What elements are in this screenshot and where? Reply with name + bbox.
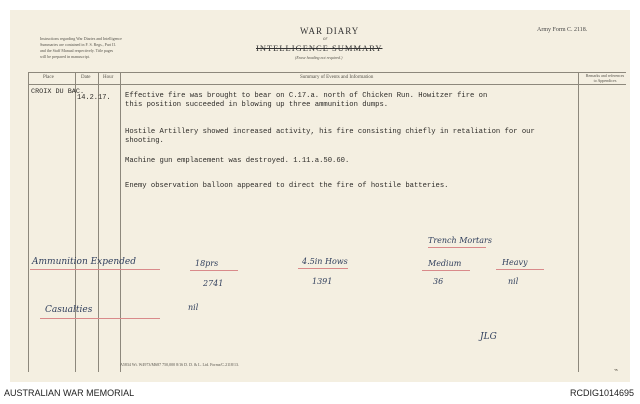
- column-date: Date: [81, 75, 91, 80]
- ammunition-expended-label: Ammunition Expended: [32, 257, 136, 267]
- page-title: WAR DIARY: [300, 26, 360, 36]
- col-45how-underline: [298, 268, 348, 269]
- val-18pdr: 2741: [203, 279, 224, 288]
- entry-place: CROIX DU BAC.: [31, 88, 85, 96]
- footer-credit: AUSTRALIAN WAR MEMORIAL: [4, 388, 135, 398]
- page-footer: [0, 383, 640, 404]
- col-18pdr: 18prs: [195, 259, 219, 268]
- val-45how: 1391: [312, 277, 333, 286]
- corner-mark: ⌁: [614, 366, 619, 374]
- col-18pdr-underline: [190, 270, 238, 271]
- rule-left: [28, 72, 29, 372]
- column-summary: Summary of Events and Information: [300, 75, 374, 80]
- entry-paragraph-4: Enemy observation balloon appeared to direct the fire of hostile batteries.: [125, 182, 449, 190]
- entry-date: 14.2.17.: [77, 94, 111, 102]
- val-heavy: nil: [508, 277, 519, 286]
- trench-mortars-note: Trench Mortars: [428, 236, 492, 245]
- column-place: Place: [43, 75, 54, 80]
- entry-paragraph-1-line-2: this position succeeded in blowing up three ammunition dumps.: [125, 101, 389, 109]
- col-heavy-underline: [496, 269, 544, 270]
- printer-line: A5834 Wt. W4973/M687 750,000 8/16 D. D. & L. Ltd. Forms/C.2118/13.: [120, 362, 240, 367]
- page-subtitle: INTELLIGENCE SUMMARY: [256, 43, 383, 53]
- col-heavy: Heavy: [502, 258, 528, 267]
- header-bottom-rule: [28, 84, 626, 85]
- initials-signature: JLG: [480, 332, 497, 342]
- instructions-line-4: will be prepared in manuscript.: [40, 54, 90, 59]
- column-remarks: Remarks and references to Appendices: [585, 73, 625, 83]
- rule-place-date: [75, 72, 76, 372]
- entry-paragraph-2-line-2: shooting.: [125, 137, 164, 145]
- ammunition-underline: [30, 269, 160, 270]
- diary-sheet: [10, 10, 630, 382]
- form-number: Army Form C. 2118.: [537, 27, 588, 33]
- or-label: or: [323, 37, 328, 42]
- rule-date-hour: [98, 72, 99, 372]
- instructions-line-1: Instructions regarding War Diaries and Intelligence: [40, 36, 122, 41]
- col-medium: Medium: [428, 259, 462, 268]
- casualties-underline: [40, 318, 160, 319]
- rule-hour-summary: [120, 72, 121, 372]
- col-45how: 4.5in Hows: [302, 257, 348, 266]
- entry-paragraph-2-line-1: Hostile Artillery showed increased activity, his fire consisting chiefly in retaliation for our: [125, 128, 535, 136]
- casualties-label: Casualties: [45, 305, 93, 315]
- instructions-line-2: Summaries are contained in F. S. Regs., Part II.: [40, 42, 116, 47]
- table-top-rule: [28, 72, 626, 73]
- trench-mortars-underline: [428, 247, 486, 248]
- val-medium: 36: [433, 277, 444, 286]
- column-hour: Hour: [103, 75, 114, 80]
- instructions-line-3: and the Staff Manual respectively. Title pages: [40, 48, 114, 53]
- footer-record-id: RCDIG1014695: [569, 388, 634, 398]
- entry-paragraph-1-line-1: Effective fire was brought to bear on C.17.a. north of Chicken Run. Howitzer fire on: [125, 92, 488, 100]
- rule-summary-remarks: [578, 72, 579, 372]
- col-medium-underline: [422, 270, 470, 271]
- entry-paragraph-3: Machine gun emplacement was destroyed. 1.11.a.50.60.: [125, 157, 350, 165]
- casualties-value: nil: [188, 303, 199, 312]
- erase-note: (Erase heading not required.): [295, 55, 343, 60]
